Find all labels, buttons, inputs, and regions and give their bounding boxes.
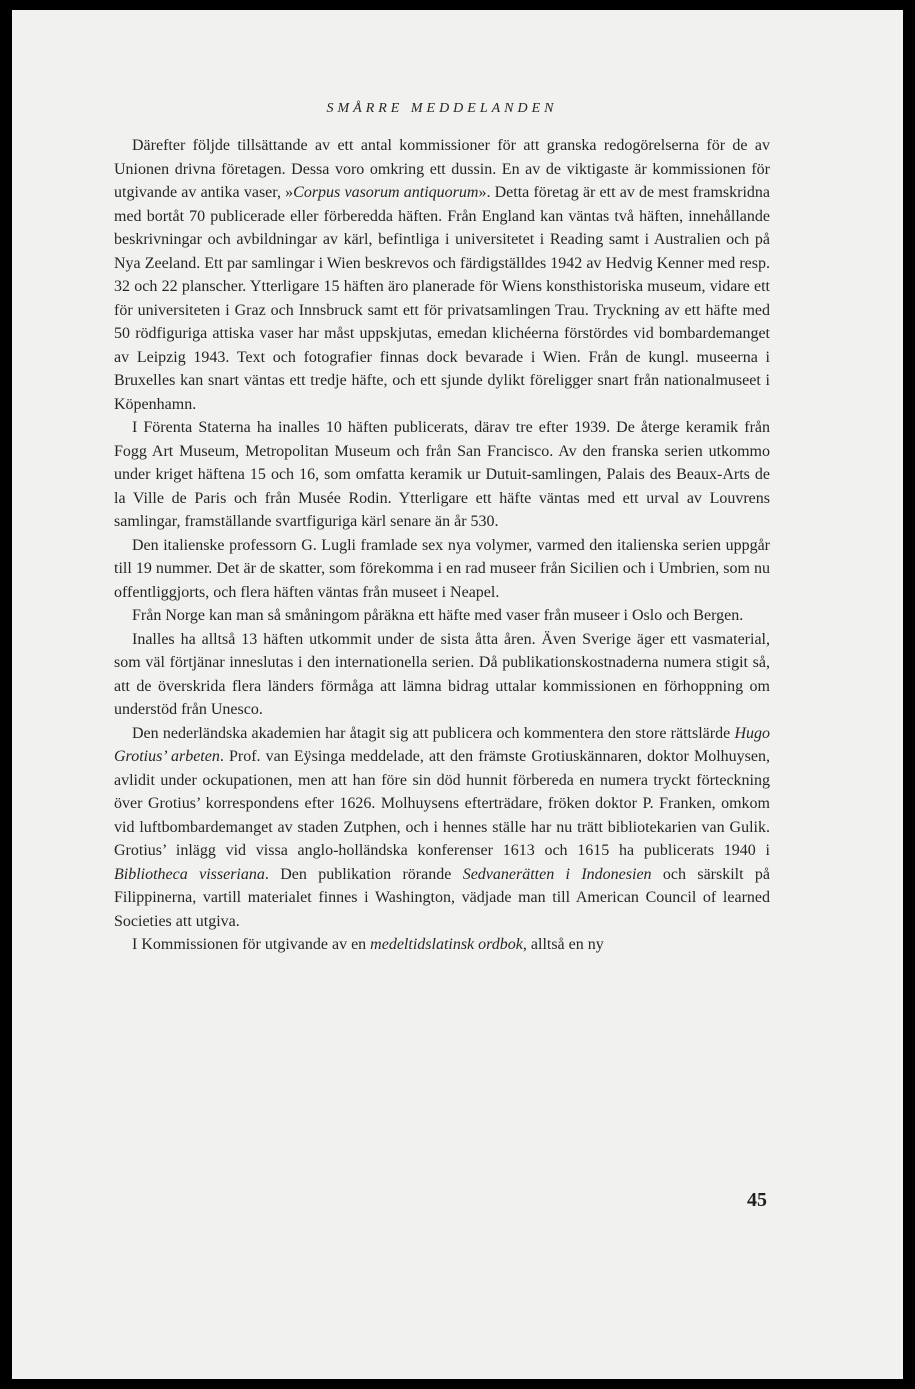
- scanned-page: [12, 10, 903, 1379]
- italic-title: Corpus vasorum antiquorum: [293, 184, 479, 201]
- paragraph: [114, 604, 770, 628]
- paragraph: [114, 416, 770, 534]
- text-segment: . Prof. van Eÿsinga meddelade, att den främste Grotiuskännaren, doktor Molhuysen, avlidit under ockupationen, men att han före sin död hunnit förbereda en numera tryckt förteckning över Grotius’ korrespondens efter 1626. Molhuysens efterträdare, fröken doktor P. Franken, omkom vid luftbombardemanget av staden Zutphen, och i hennes ställe har nu trätt bibliotekarien van Gulik. Grotius’ inlägg vid vissa anglo-holländska konferenser 1613 och 1615 ha publicerats 1940 i: [114, 748, 771, 859]
- italic-title: Hugo Grotius’ arbeten: [114, 724, 770, 765]
- italic-title: Sedvanerätten i Indonesien: [462, 865, 652, 883]
- text-segment: Inalles ha alltså 13 häften utkommit under de sista åtta åren. Även Sverige äger ett vasmaterial, som väl förtjänar inneslutas i den internationella serien. Då publikationskostnaderna numera stigit så, att de överskrida flera länders förmåga att lämna bidrag uttalar kommissionen en förhoppning om understöd från Unesco.: [114, 630, 770, 718]
- text-segment: , alltså en ny: [522, 936, 604, 953]
- paragraph: [114, 534, 770, 605]
- paragraph: [114, 722, 770, 934]
- text-segment: Därefter följde tillsättande av ett antal kommissioner för att granska redogörelserna för de av Unionen drivna företagen. Dessa voro omkring ett dussin. En av de viktigaste är kommissionen för utgivande av antika vaser, »: [114, 137, 770, 201]
- text-segment: I Kommissionen för utgivande av en: [132, 936, 371, 953]
- paragraph: [114, 134, 770, 416]
- text-segment: . Den publikation rörande: [264, 865, 463, 883]
- text-segment: och särskilt på Filippinerna, vartill materialet finnes i Washington, vädjade man till American Council of learned Societies att utgiva.: [114, 865, 771, 930]
- page-content: [114, 100, 770, 957]
- paragraph: [114, 628, 770, 722]
- page-number: 45: [747, 1189, 767, 1211]
- italic-title: Bibliotheca visseriana: [114, 865, 265, 883]
- text-segment: Den nederländska akademien har åtagit sig att publicera och kommentera den store rättslärde: [132, 724, 735, 742]
- text-segment: ». Detta företag är ett av de mest framskridna med bortåt 70 publicerade eller förberedda häften. Från England kan väntas två häften, innehållande beskrivningar och avbildningar av kärl, befintliga i universitetet i Reading samt i Australien och på Nya Zeeland. Ett par samlingar i Wien beskrevos och färdigställdes 1942 av Hedvig Kenner med resp. 32 och 22 planscher. Ytterligare 15 häften äro planerade för Wiens konsthistoriska museum, vidare ett för universiteten i Graz och Innsbruck samt ett för privatsamlingen Trau. Tryckning av ett häfte med 50 rödfiguriga attiska vaser har måst uppskjutas, emedan klichéerna förstördes vid bombardemanget av Leipzig 1943. Text och fotografier finnas dock bevarade i Wien. Från de kungl. museerna i Bruxelles kan snart väntas ett tredje häfte, och ett sjunde dylikt föreligger snart från nationalmuseet i Köpenhamn.: [114, 184, 771, 413]
- running-head: SMÅRRE MEDDELANDEN: [326, 101, 558, 116]
- text-segment: Från Norge kan man så småningom påräkna ett häfte med vaser från museer i Oslo och Bergen.: [132, 607, 744, 624]
- text-segment: Den italienske professorn G. Lugli framlade sex nya volymer, varmed den italienska serien uppgår till 19 nummer. Det är de skatter, som förekomma i en rad museer från Sicilien och i Umbrien, som nu offentliggjorts, och flera häften väntas från museet i Neapel.: [114, 536, 770, 601]
- text-segment: I Förenta Staterna ha inalles 10 häften publicerats, därav tre efter 1939. De återge keramik från Fogg Art Museum, Metropolitan Museum och från San Francisco. Av den franska serien utkommo under kriget häftena 15 och 16, som omfatta keramik ur Dutuit-samlingen, Palais des Beaux-Arts de la Ville de Paris och från Musée Rodin. Ytterligare ett häfte väntas med ett urval av Louvrens samlingar, framställande svartfiguriga kärl senare än år 530.: [114, 419, 770, 530]
- italic-title: medeltidslatinsk ordbok: [370, 936, 523, 953]
- paragraph: [114, 933, 770, 957]
